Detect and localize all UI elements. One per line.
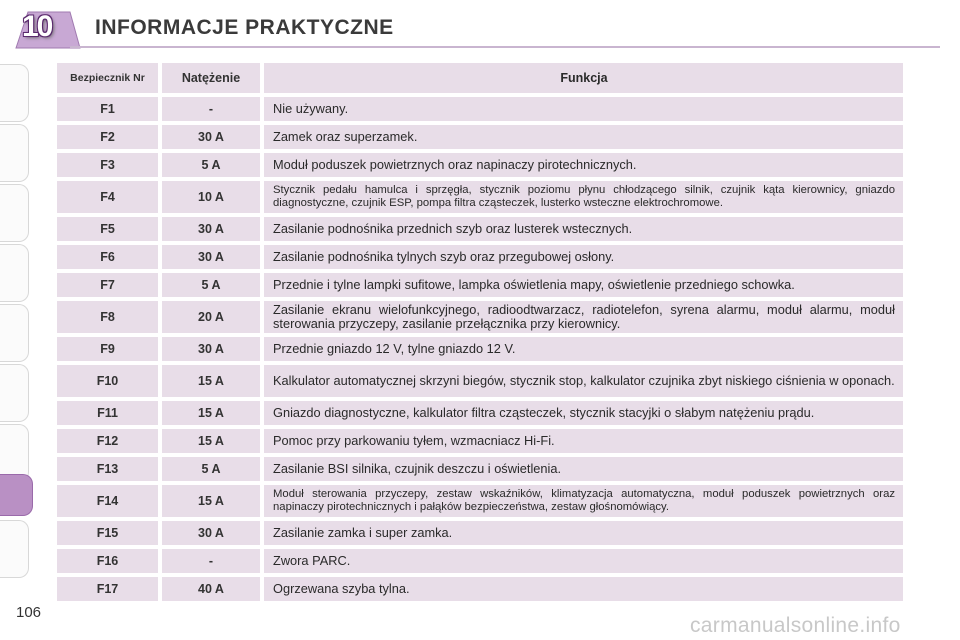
chapter-side-tabs <box>0 64 36 584</box>
side-tab[interactable] <box>0 124 29 182</box>
fuse-number: F9 <box>57 337 158 361</box>
page-header <box>0 0 960 56</box>
fuse-function: Zasilanie BSI silnika, czujnik deszczu i oświetlenia. <box>264 457 903 481</box>
fuse-number: F8 <box>57 301 158 333</box>
fuse-amperage: 15 A <box>162 401 260 425</box>
fuse-number: F10 <box>57 365 158 397</box>
fuse-number: F7 <box>57 273 158 297</box>
fuse-number: F11 <box>57 401 158 425</box>
fuse-amperage: 30 A <box>162 245 260 269</box>
fuse-function: Nie używany. <box>264 97 903 121</box>
fuse-number: F17 <box>57 577 158 601</box>
fuse-number: F13 <box>57 457 158 481</box>
side-tab[interactable] <box>0 304 29 362</box>
fuse-function: Kalkulator automatycznej skrzyni biegów, stycznik stop, kalkulator czujnika zbyt niskiego ciśnienia w oponach. <box>264 365 903 397</box>
fuse-number: F5 <box>57 217 158 241</box>
column-header-function: Funkcja <box>264 63 903 93</box>
table-row <box>57 485 903 517</box>
fuse-amperage: - <box>162 549 260 573</box>
fuse-number: F14 <box>57 485 158 517</box>
fuse-function: Zasilanie podnośnika przednich szyb oraz lusterek wstecznych. <box>264 217 903 241</box>
table-row <box>57 273 903 297</box>
fuse-function: Przednie i tylne lampki sufitowe, lampka oświetlenia mapy, oświetlenie przedniego schowka. <box>264 273 903 297</box>
side-tab[interactable] <box>0 520 29 578</box>
fuse-number: F15 <box>57 521 158 545</box>
column-header-amperage: Natężenie <box>162 63 260 93</box>
fuse-amperage: 40 A <box>162 577 260 601</box>
page-number: 106 <box>16 604 42 621</box>
side-tab[interactable] <box>0 64 29 122</box>
table-row <box>57 365 903 397</box>
fuse-function: Pomoc przy parkowaniu tyłem, wzmacniacz Hi-Fi. <box>264 429 903 453</box>
table-header-row <box>57 63 903 93</box>
fuse-function: Ogrzewana szyba tylna. <box>264 577 903 601</box>
fuse-function: Przednie gniazdo 12 V, tylne gniazdo 12 V. <box>264 337 903 361</box>
fuse-number: F2 <box>57 125 158 149</box>
fuse-amperage: 30 A <box>162 337 260 361</box>
table-row <box>57 401 903 425</box>
table-row <box>57 245 903 269</box>
table-row <box>57 337 903 361</box>
fuse-number: F4 <box>57 181 158 213</box>
fuse-number: F16 <box>57 549 158 573</box>
column-header-fuse: Bezpiecznik Nr <box>57 63 158 93</box>
table-row <box>57 153 903 177</box>
fuse-amperage: 5 A <box>162 457 260 481</box>
fuse-amperage: 30 A <box>162 125 260 149</box>
fuse-number: F6 <box>57 245 158 269</box>
table-row <box>57 457 903 481</box>
table-row <box>57 549 903 573</box>
side-tab[interactable] <box>0 244 29 302</box>
fuse-function: Zasilanie podnośnika tylnych szyb oraz przegubowej osłony. <box>264 245 903 269</box>
table-row <box>57 217 903 241</box>
fuse-number: F1 <box>57 97 158 121</box>
fuse-function: Zamek oraz superzamek. <box>264 125 903 149</box>
table-row <box>57 577 903 601</box>
table-row <box>57 429 903 453</box>
fuse-amperage: 30 A <box>162 521 260 545</box>
fuse-function: Moduł sterowania przyczepy, zestaw wskaźników, klimatyzacja automatyczna, moduł poduszek powietrznych oraz napinaczy pirotechnicznych i pałąków bezpieczeństwa, zestaw głośnomówiący. <box>264 485 903 517</box>
fuse-amperage: 5 A <box>162 153 260 177</box>
table-row <box>57 125 903 149</box>
fuse-amperage: 15 A <box>162 429 260 453</box>
fuse-function: Stycznik pedału hamulca i sprzęgła, stycznik poziomu płynu chłodzącego silnik, czujnik kąta kierownicy, gniazdo diagnostyczne, czujnik ESP, pompa filtra cząsteczek, lusterko wsteczne elektrochromowe. <box>264 181 903 213</box>
table-row <box>57 97 903 121</box>
fuse-number: F12 <box>57 429 158 453</box>
fuse-amperage: 15 A <box>162 485 260 517</box>
fuse-amperage: 20 A <box>162 301 260 333</box>
fuse-function: Zasilanie zamka i super zamka. <box>264 521 903 545</box>
side-tab-active[interactable] <box>0 474 33 516</box>
fuse-amperage: 10 A <box>162 181 260 213</box>
table-row <box>57 301 903 333</box>
fuse-function: Zwora PARC. <box>264 549 903 573</box>
fuse-amperage: 15 A <box>162 365 260 397</box>
fuse-number: F3 <box>57 153 158 177</box>
header-divider <box>70 46 940 48</box>
fuse-function: Moduł poduszek powietrznych oraz napinaczy pirotechnicznych. <box>264 153 903 177</box>
fuse-amperage: 5 A <box>162 273 260 297</box>
side-tab[interactable] <box>0 184 29 242</box>
fuse-function: Zasilanie ekranu wielofunkcyjnego, radioodtwarzacz, radiotelefon, syrena alarmu, moduł alarmu, moduł sterowania przyczepy, zasilanie przełącznika przy kierownicy. <box>264 301 903 333</box>
fuse-amperage: 30 A <box>162 217 260 241</box>
side-tab[interactable] <box>0 364 29 422</box>
watermark: carmanualsonline.info <box>690 614 901 637</box>
fuse-table <box>57 63 903 605</box>
fuse-function: Gniazdo diagnostyczne, kalkulator filtra cząsteczek, stycznik stacyjki o słabym natężeniu prądu. <box>264 401 903 425</box>
page-title: INFORMACJE PRAKTYCZNE <box>95 16 394 39</box>
table-row <box>57 521 903 545</box>
table-row <box>57 181 903 213</box>
chapter-number: 10 <box>22 10 52 43</box>
fuse-amperage: - <box>162 97 260 121</box>
